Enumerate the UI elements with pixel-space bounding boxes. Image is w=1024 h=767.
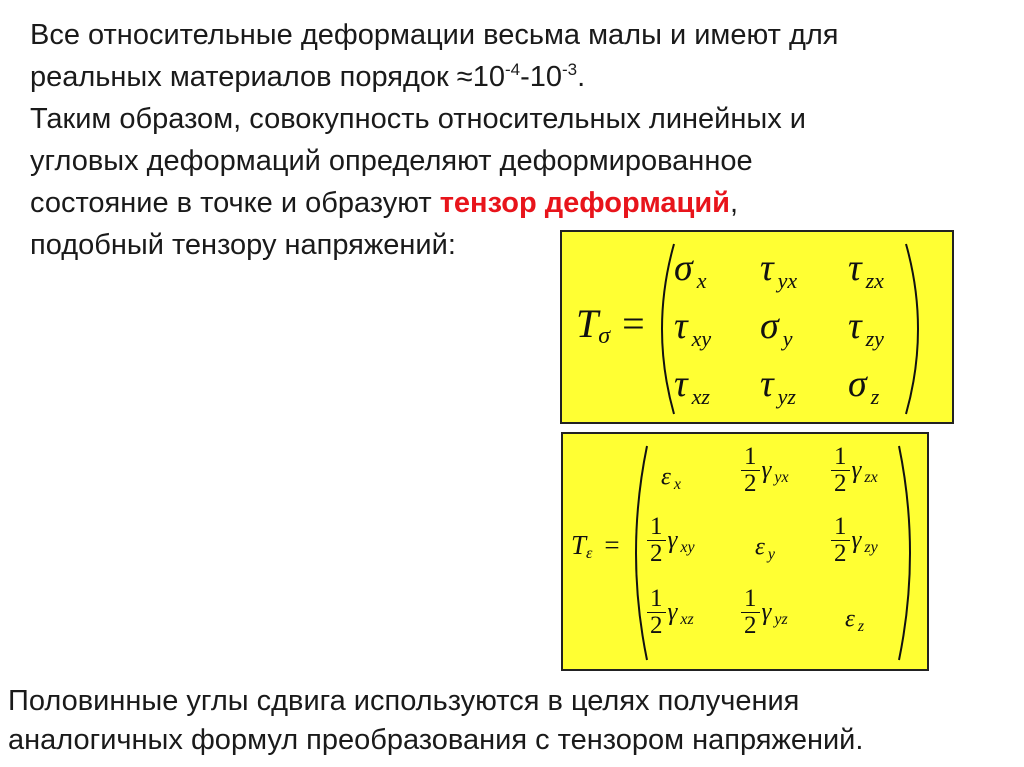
strain-cell-ε-x: ε $_x$ (661, 463, 681, 493)
half-fraction: $\frac{1}{2}$ (741, 444, 760, 497)
intro-line-1: Все относительные деформации весьма малы и имеют для (30, 19, 839, 51)
stress-cell-τ-zy: τ $_{zy}$ (848, 305, 884, 351)
stress-cell-τ-xy: τ $_{xy}$ (674, 305, 712, 351)
strain-cell-ε-y: ε $_y$ (755, 533, 775, 563)
conclusion-text (8, 682, 1018, 760)
strain-tensor-box (561, 432, 929, 671)
stress-cell-τ-yx: τ $_{yx}$ (760, 247, 798, 293)
stress-cell-σ-y: σ $_y$ (760, 305, 793, 351)
strain-cell-ε-z: ε $_z$ (845, 605, 865, 635)
strain-cell-γ-yx: $\frac{1}{2}$ γ $_{yx}$ (741, 444, 789, 497)
stress-cell-τ-yz: τ $_{yz}$ (760, 363, 796, 409)
half-fraction: $\frac{1}{2}$ (741, 586, 760, 639)
strain-cell-γ-zx: $\frac{1}{2}$ γ $_{zx}$ (831, 444, 878, 497)
half-fraction: $\frac{1}{2}$ (831, 444, 850, 497)
strain-tensor-label: $T_\varepsilon$ = (571, 530, 620, 563)
half-fraction: $\frac{1}{2}$ (831, 514, 850, 567)
strain-cell-γ-xy: $\frac{1}{2}$ γ $_{xy}$ (647, 514, 695, 567)
stress-cell-τ-xz: τ $_{xz}$ (674, 363, 710, 409)
half-fraction: $\frac{1}{2}$ (647, 586, 666, 639)
strain-cell-γ-xz: $\frac{1}{2}$ γ $_{xz}$ (647, 586, 694, 639)
stress-cell-σ-z: σ $_z$ (848, 363, 880, 409)
intro-line-2: реальных материалов порядок $\approx 10^{-4}-10^{-3}$. (30, 60, 586, 93)
half-fraction: $\frac{1}{2}$ (647, 514, 666, 567)
conclusion-line-2: аналогичных формул преобразования с тензором напряжений. (8, 724, 864, 756)
exponent-2: -3 (562, 60, 578, 79)
strain-cell-γ-zy: $\frac{1}{2}$ γ $_{zy}$ (831, 514, 878, 567)
strain-tensor-term: тензор деформаций (439, 187, 731, 219)
stress-tensor-label: $T_\sigma$ = (576, 301, 645, 349)
strain-cell-γ-yz: $\frac{1}{2}$ γ $_{yz}$ (741, 586, 788, 639)
stress-cell-σ-x: σ $_x$ (674, 247, 707, 293)
exponent-1: -4 (504, 60, 521, 79)
stress-cell-τ-zx: τ $_{zx}$ (848, 247, 884, 293)
intro-line-3: Таким образом, совокупность относительных линейных и (30, 103, 806, 135)
conclusion-line-1: Половинные углы сдвига используются в целях получения (8, 685, 800, 717)
intro-line-6: подобный тензору напряжений: (30, 229, 456, 261)
stress-tensor-box (560, 230, 954, 424)
intro-line-5: состояние в точке и образуют тензор деформаций, (30, 187, 739, 219)
intro-text (30, 14, 990, 266)
intro-line-4: угловых деформаций определяют деформированное (30, 145, 753, 177)
